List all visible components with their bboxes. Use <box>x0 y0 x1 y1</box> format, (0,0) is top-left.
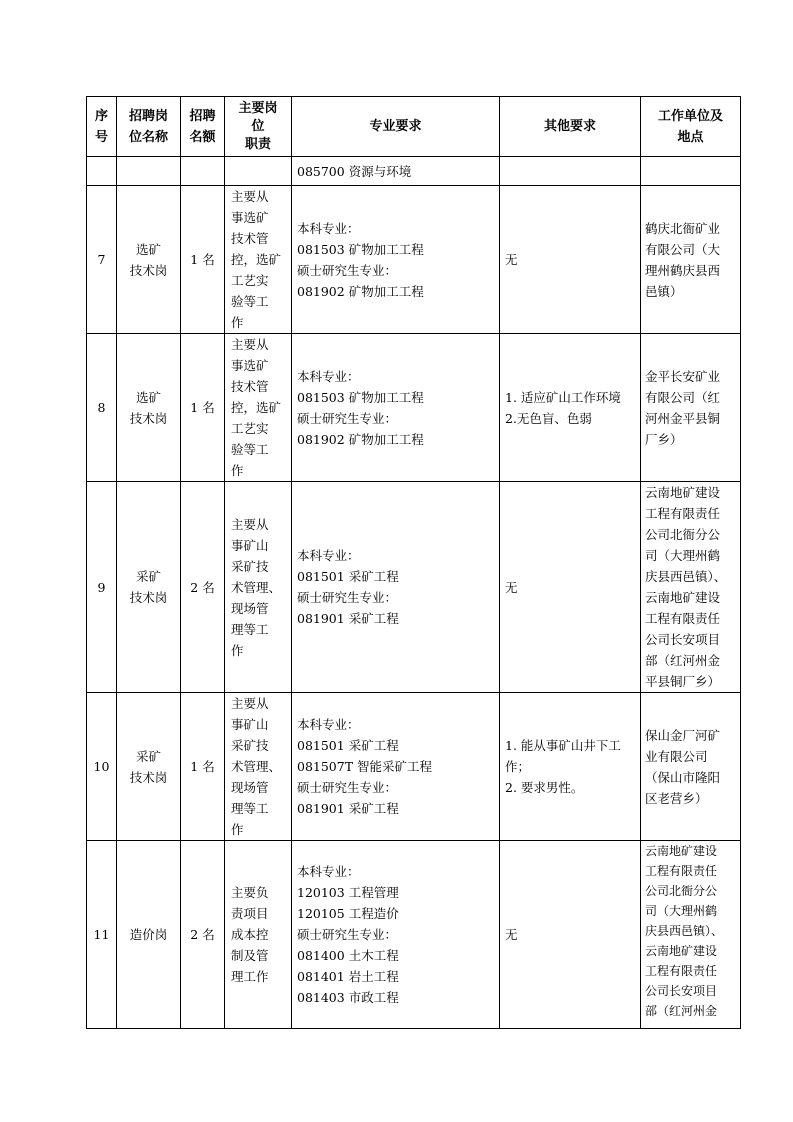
cell-unit: 保山金厂河矿 业有限公司 （保山市隆阳 区老营乡） <box>641 693 741 841</box>
cell-count: 1 名 <box>181 334 225 482</box>
cell-other: 1. 适应矿山工作环境 2.无色盲、色弱 <box>500 334 641 482</box>
cell-position-name: 采矿 技术岗 <box>117 482 181 693</box>
cell-unit: 金平长安矿业 有限公司（红 河州金平县铜 厂乡） <box>641 334 741 482</box>
cell-major: 085700 资源与环境 <box>292 157 500 186</box>
cell-other: 无 <box>500 841 641 1029</box>
header-unit: 工作单位及 地点 <box>641 97 741 157</box>
table-header-row <box>87 97 741 157</box>
cell-major: 本科专业： 081503 矿物加工工程 硕士研究生专业： 081902 矿物加工工程 <box>292 334 500 482</box>
cell-unit: 云南地矿建设 工程有限责任 公司北衙分公 司（大理州鹤 庆县西邑镇）、 云南地矿建设 工程有限责任 公司长安项目 部（红河州金 <box>641 841 741 1029</box>
cell-count: 1 名 <box>181 186 225 334</box>
table-row <box>87 334 741 482</box>
header-position-name: 招聘岗 位名称 <box>117 97 181 157</box>
cell-duty <box>225 157 292 186</box>
table-row <box>87 186 741 334</box>
cell-no: 8 <box>87 334 117 482</box>
cell-count: 2 名 <box>181 482 225 693</box>
cell-duty: 主要从 事矿山 采矿技 术管理、 现场管 理等工 作 <box>225 693 292 841</box>
table-row <box>87 157 741 186</box>
cell-duty: 主要从 事选矿 技术管 控，选矿 工艺实 验等工 作 <box>225 186 292 334</box>
cell-major: 本科专业： 120103 工程管理 120105 工程造价 硕士研究生专业： 081400 土木工程 081401 岩土工程 081403 市政工程 <box>292 841 500 1029</box>
cell-major: 本科专业： 081503 矿物加工工程 硕士研究生专业： 081902 矿物加工工程 <box>292 186 500 334</box>
header-other: 其他要求 <box>500 97 641 157</box>
header-duty: 主要岗 位 职责 <box>225 97 292 157</box>
cell-duty: 主要从 事选矿 技术管 控，选矿 工艺实 验等工 作 <box>225 334 292 482</box>
cell-count: 2 名 <box>181 841 225 1029</box>
cell-position-name <box>117 157 181 186</box>
table-row <box>87 693 741 841</box>
cell-unit: 云南地矿建设 工程有限责任 公司北衙分公 司（大理州鹤 庆县西邑镇）、 云南地矿建设 工程有限责任 公司长安项目 部（红河州金 平县铜厂乡） <box>641 482 741 693</box>
cell-other: 1. 能从事矿山井下工 作； 2. 要求男性。 <box>500 693 641 841</box>
cell-position-name: 采矿 技术岗 <box>117 693 181 841</box>
cell-no: 7 <box>87 186 117 334</box>
cell-no: 11 <box>87 841 117 1029</box>
cell-other: 无 <box>500 482 641 693</box>
header-major: 专业要求 <box>292 97 500 157</box>
cell-no: 10 <box>87 693 117 841</box>
cell-position-name: 造价岗 <box>117 841 181 1029</box>
table-row <box>87 841 741 1029</box>
cell-count <box>181 157 225 186</box>
cell-position-name: 选矿 技术岗 <box>117 334 181 482</box>
cell-count: 1 名 <box>181 693 225 841</box>
cell-duty: 主要负 责项目 成本控 制及管 理工作 <box>225 841 292 1029</box>
table-row <box>87 482 741 693</box>
cell-unit: 鹤庆北衙矿业 有限公司（大 理州鹤庆县西 邑镇） <box>641 186 741 334</box>
cell-other <box>500 157 641 186</box>
header-no: 序 号 <box>87 97 117 157</box>
cell-other: 无 <box>500 186 641 334</box>
cell-unit <box>641 157 741 186</box>
header-count: 招聘 名额 <box>181 97 225 157</box>
cell-position-name: 选矿 技术岗 <box>117 186 181 334</box>
cell-major: 本科专业： 081501 采矿工程 硕士研究生专业： 081901 采矿工程 <box>292 482 500 693</box>
recruitment-table <box>86 96 741 1029</box>
cell-duty: 主要从 事矿山 采矿技 术管理、 现场管 理等工 作 <box>225 482 292 693</box>
cell-major: 本科专业： 081501 采矿工程 081507T 智能采矿工程 硕士研究生专业： 081901 采矿工程 <box>292 693 500 841</box>
cell-no: 9 <box>87 482 117 693</box>
cell-no <box>87 157 117 186</box>
